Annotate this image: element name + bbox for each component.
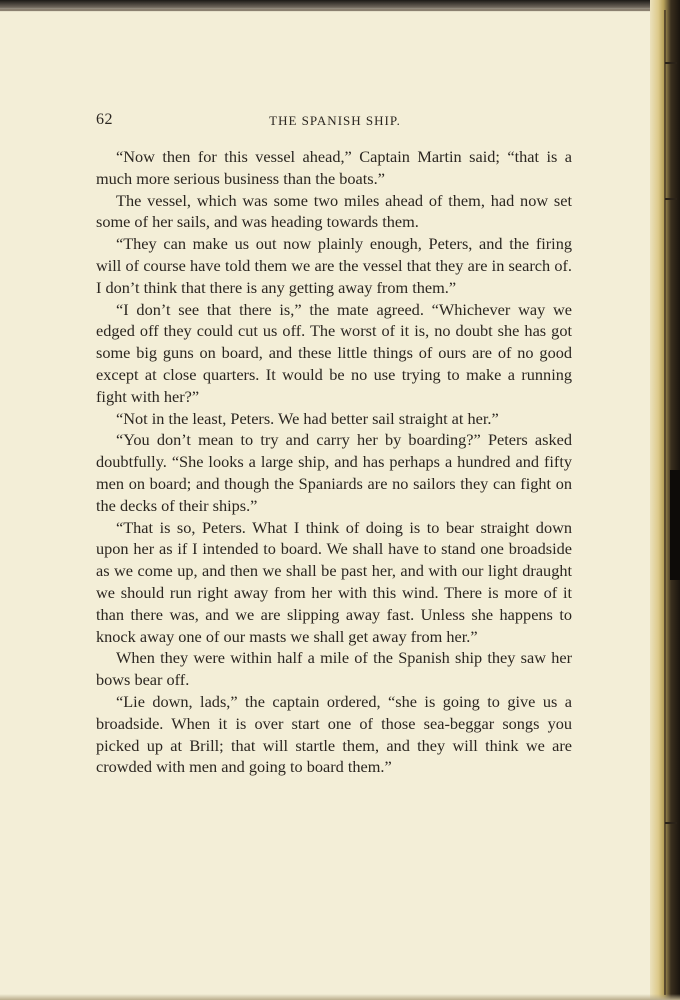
page-header <box>96 111 574 131</box>
paragraph: “Not in the least, Peters. We had better sail straight at her.” <box>116 408 499 428</box>
page-bottom-edge <box>0 994 680 1000</box>
paragraph: “Lie down, lads,” the captain ordered, “she is going to give us a broadside. When it is over start one of those sea-beggar songs you picked up at Brill; that will startle them, and they will think we are crowded with men and going to board them.” <box>96 691 572 777</box>
page-number: 62 <box>96 111 113 128</box>
paragraph: When they were within half a mile of the Spanish ship they saw her bows bear off. <box>96 648 572 690</box>
running-title: THE SPANISH SHIP. <box>269 113 401 128</box>
edge-mark <box>665 198 677 200</box>
paragraph: The vessel, which was some two miles ahead of them, had now set some of her sails, and was heading towards them. <box>96 190 572 232</box>
paragraph: “Now then for this vessel ahead,” Captain Martin said; “that is a much more serious business than the boats.” <box>96 147 572 188</box>
paragraph: “They can make us out now plainly enough, Peters, and the firing will of course have told them we are the vessel that they are in search of. I don’t think that there is any getting away from them.” <box>96 234 572 297</box>
page-edge-tab <box>670 470 680 580</box>
edge-mark <box>665 822 677 824</box>
top-page-edge <box>0 9 655 11</box>
paragraph: “That is so, Peters. What I think of doing is to bear straight down upon her as if I intended to board. We shall have to stand one broadside as we come up, and then we shall be past her, and with our light draught we should run right away from her with this wind. There is more of it than there was, and we are slipping away fast. Unless she happens to knock away one of our masts we shall get away from her.” <box>96 517 572 646</box>
paragraph: “You don’t mean to try and carry her by boarding?” Peters asked doubtfully. “She looks a large ship, and has perhaps a hundred and fifty men on board; and though the Spaniards are no sailors they can fight on the decks of their ships.” <box>96 430 572 515</box>
body-text <box>96 146 572 778</box>
page-edge-line <box>664 10 666 995</box>
paragraph: “I don’t see that there is,” the mate agreed. “Whichever way we edged off they could cut us off. The worst of it is, no doubt she has got some big guns on board, and these little things of ours are of no good except at close quarters. It would be no use trying to make a running fight with her?” <box>96 299 572 406</box>
edge-mark <box>665 62 677 64</box>
